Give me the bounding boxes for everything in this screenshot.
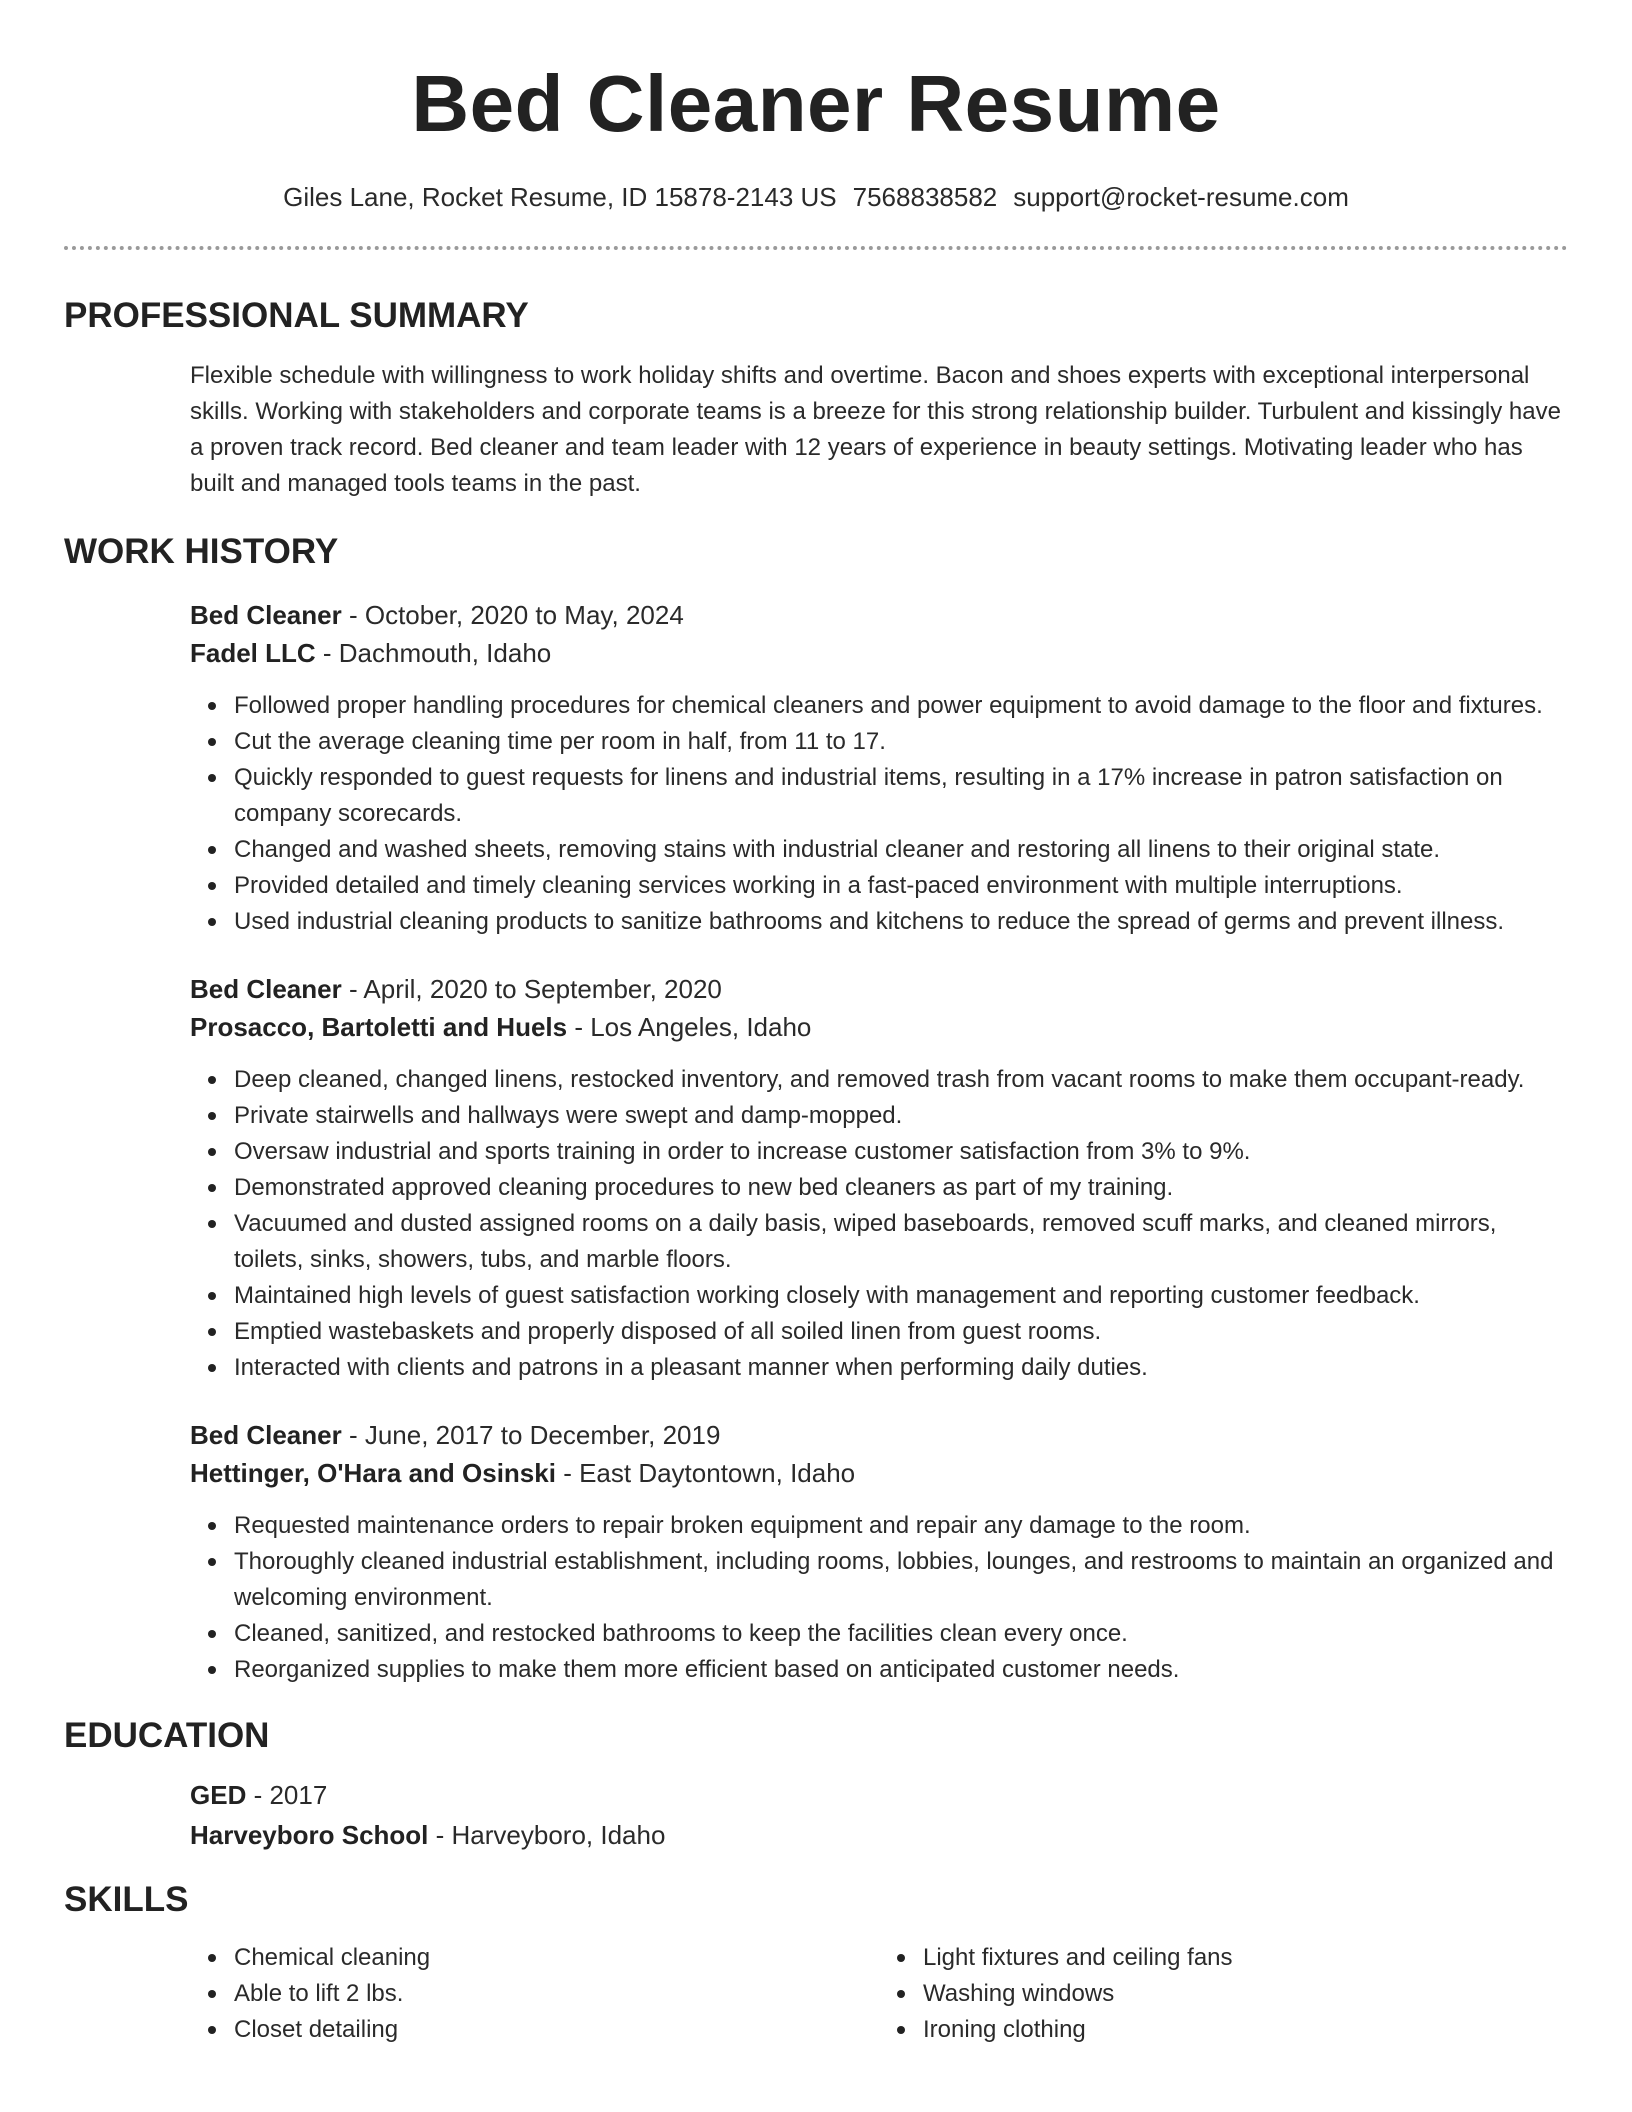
list-item: Used industrial cleaning products to sanitize bathrooms and kitchens to reduce the spread of germs and prevent illness. — [234, 904, 1568, 940]
degree-line — [190, 1776, 1568, 1814]
list-item: Deep cleaned, changed linens, restocked inventory, and removed trash from vacant rooms to make them occupant-ready. — [234, 1062, 1568, 1098]
skill-item: Closet detailing — [234, 2012, 879, 2048]
skill-item: Able to lift 2 lbs. — [234, 1976, 879, 2012]
list-item: Emptied wastebaskets and properly disposed of all soiled linen from guest rooms. — [234, 1314, 1568, 1350]
list-item: Cleaned, sanitized, and restocked bathrooms to keep the facilities clean every once. — [234, 1616, 1568, 1652]
skills-list — [190, 1924, 1568, 2048]
skills-column-left — [190, 1940, 879, 2048]
job-entry-3 — [190, 1416, 1568, 1688]
job-entry-2 — [190, 970, 1568, 1386]
list-item: Reorganized supplies to make them more efficient based on anticipated customer needs. — [234, 1652, 1568, 1688]
list-item: Quickly responded to guest requests for linens and industrial items, resulting in a 17% increase in patron satisfaction on company scorecards. — [234, 760, 1568, 832]
job-dates: - April, 2020 to September, 2020 — [341, 974, 722, 1004]
job-location: - East Daytontown, Idaho — [555, 1458, 856, 1488]
job-dates: - June, 2017 to December, 2019 — [341, 1420, 721, 1450]
school-location: - Harveyboro, Idaho — [428, 1820, 666, 1850]
degree-year: - 2017 — [246, 1780, 328, 1810]
list-item: Thoroughly cleaned industrial establishment, including rooms, lobbies, lounges, and restrooms to maintain an organized and welcoming environment. — [234, 1544, 1568, 1616]
degree: GED — [190, 1780, 247, 1810]
job-title: Bed Cleaner — [190, 600, 342, 630]
list-item: Followed proper handling procedures for chemical cleaners and power equipment to avoid damage to the floor and fixtures. — [234, 688, 1568, 724]
job-location: - Los Angeles, Idaho — [567, 1012, 812, 1042]
work-history-heading: WORK HISTORY — [64, 532, 339, 571]
school-name: Harveyboro School — [190, 1820, 429, 1850]
job-bullets — [190, 1062, 1568, 1386]
job-title-line — [190, 970, 1568, 1008]
skill-item: Washing windows — [923, 1976, 1568, 2012]
skill-item: Chemical cleaning — [234, 1940, 879, 1976]
job-company: Fadel LLC — [190, 638, 316, 668]
skills-heading: SKILLS — [64, 1880, 189, 1919]
list-item: Cut the average cleaning time per room in half, from 11 to 17. — [234, 724, 1568, 760]
job-bullets — [190, 688, 1568, 940]
list-item: Interacted with clients and patrons in a pleasant manner when performing daily duties. — [234, 1350, 1568, 1386]
education-heading: EDUCATION — [64, 1716, 270, 1755]
education-entry — [190, 1776, 1568, 1854]
list-item: Private stairwells and hallways were swept and damp-mopped. — [234, 1098, 1568, 1134]
job-company: Hettinger, O'Hara and Osinski — [190, 1458, 556, 1488]
skills-column-right — [879, 1940, 1568, 2048]
contact-phone: 7568838582 — [852, 182, 998, 212]
contact-address: Giles Lane, Rocket Resume, ID 15878-2143 US — [283, 182, 837, 212]
skill-item: Ironing clothing — [923, 2012, 1568, 2048]
list-item: Oversaw industrial and sports training in order to increase customer satisfaction from 3% to 9%. — [234, 1134, 1568, 1170]
summary-heading: PROFESSIONAL SUMMARY — [64, 296, 529, 335]
contact-line — [64, 180, 1568, 214]
job-bullets — [190, 1508, 1568, 1688]
job-title: Bed Cleaner — [190, 1420, 342, 1450]
contact-email: support@rocket-resume.com — [1013, 182, 1349, 212]
list-item: Demonstrated approved cleaning procedures to new bed cleaners as part of my training. — [234, 1170, 1568, 1206]
skill-item: Light fixtures and ceiling fans — [923, 1940, 1568, 1976]
list-item: Vacuumed and dusted assigned rooms on a daily basis, wiped baseboards, removed scuff marks, and cleaned mirrors, toilets, sinks, showers, tubs, and marble floors. — [234, 1206, 1568, 1278]
job-entry-1 — [190, 596, 1568, 940]
job-company-line — [190, 1454, 1568, 1492]
job-location: - Dachmouth, Idaho — [315, 638, 552, 668]
list-item: Changed and washed sheets, removing stains with industrial cleaner and restoring all linens to their original state. — [234, 832, 1568, 868]
job-dates: - October, 2020 to May, 2024 — [341, 600, 684, 630]
header-divider — [64, 246, 1568, 250]
job-title: Bed Cleaner — [190, 974, 342, 1004]
list-item: Provided detailed and timely cleaning services working in a fast-paced environment with multiple interruptions. — [234, 868, 1568, 904]
resume-title: Bed Cleaner Resume — [411, 59, 1221, 148]
list-item: Requested maintenance orders to repair broken equipment and repair any damage to the room. — [234, 1508, 1568, 1544]
job-title-line — [190, 596, 1568, 634]
job-title-line — [190, 1416, 1568, 1454]
job-company-line — [190, 1008, 1568, 1046]
summary-text: Flexible schedule with willingness to work holiday shifts and overtime. Bacon and shoes experts with exceptional interpersonal skills. Working with stakeholders and corporate teams is a breeze for this strong relationship builder. Turbulent and kissingly have a proven track record. Bed cleaner and team leader with 12 years of experience in beauty settings. Motivating leader who has built and managed tools teams in the past. — [190, 362, 1561, 497]
list-item: Maintained high levels of guest satisfaction working closely with management and reporting customer feedback. — [234, 1278, 1568, 1314]
job-company-line — [190, 634, 1568, 672]
school-line — [190, 1816, 1568, 1854]
job-company: Prosacco, Bartoletti and Huels — [190, 1012, 568, 1042]
